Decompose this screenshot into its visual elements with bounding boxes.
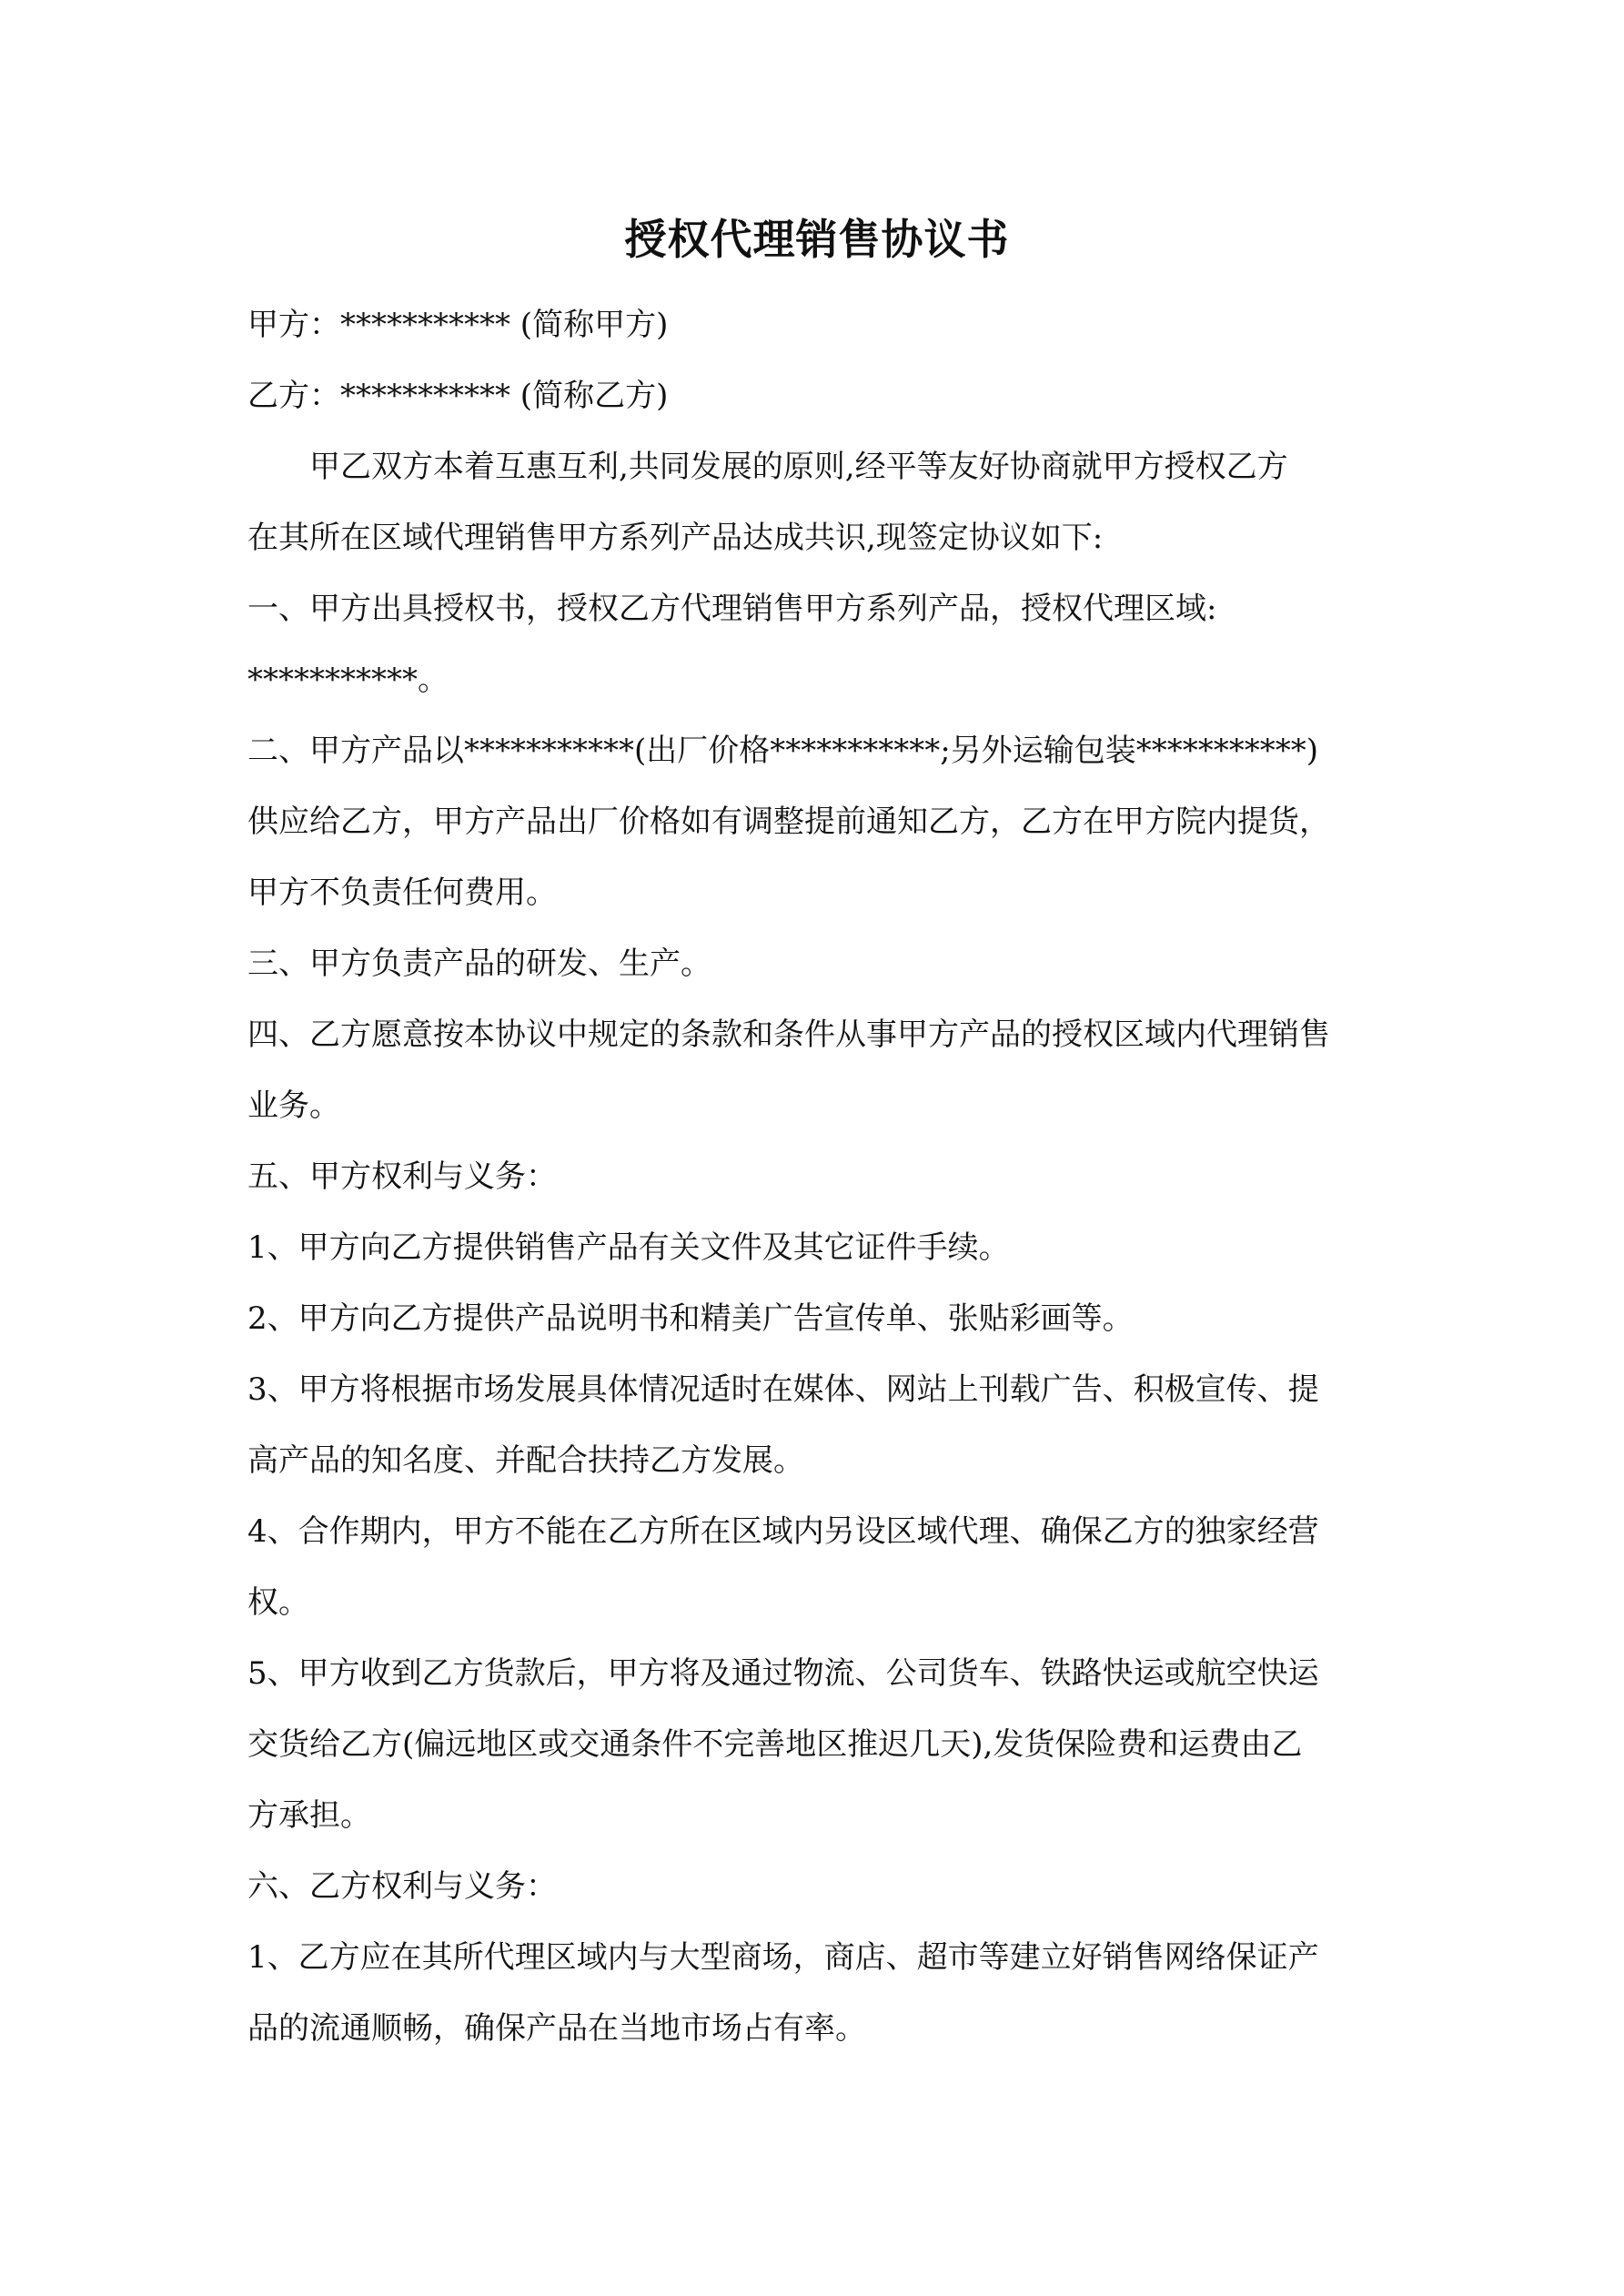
- text-line: 甲方：*********** (简称甲方): [247, 307, 669, 343]
- text-line: 四、乙方愿意按本协议中规定的条款和条件从事甲方产品的授权区域内代理销售: [247, 1017, 1330, 1053]
- text-line: 5、甲方收到乙方货款后，甲方将及通过物流、公司货车、铁路快运或航空快运: [247, 1655, 1319, 1692]
- text-line: 权。: [247, 1584, 309, 1621]
- text-line: 1、乙方应在其所代理区域内与大型商场，商店、超市等建立好销售网络保证产: [247, 1939, 1319, 1976]
- document-body: [247, 207, 1387, 2064]
- text-line: 五、甲方权利与义务：: [247, 1158, 557, 1195]
- text-line: 六、乙方权利与义务：: [247, 1868, 557, 1905]
- text-line: 方承担。: [247, 1797, 371, 1834]
- text-line: 三、甲方负责产品的研发、生产。: [247, 946, 711, 982]
- text-line: 二、甲方产品以***********(出厂价格***********;另外运输包装***********): [247, 733, 1318, 769]
- text-line: 乙方：*********** (简称乙方): [247, 378, 669, 414]
- text-line: 业务。: [247, 1087, 340, 1124]
- text-line: 3、甲方将根据市场发展具体情况适时在媒体、网站上刊载广告、积极宣传、提: [247, 1371, 1319, 1408]
- text-line: 一、甲方出具授权书，授权乙方代理销售甲方系列产品，授权代理区域:: [247, 591, 1217, 627]
- text-line: 2、甲方向乙方提供产品说明书和精美广告宣传单、张贴彩画等。: [247, 1300, 1134, 1337]
- document-title: 授权代理销售协议书: [624, 215, 1010, 264]
- text-line: 1、甲方向乙方提供销售产品有关文件及其它证件手续。: [247, 1229, 1010, 1266]
- text-line: 高产品的知名度、并配合扶持乙方发展。: [247, 1442, 804, 1479]
- text-line: 品的流通顺畅，确保产品在当地市场占有率。: [247, 2010, 866, 2047]
- text-line: 在其所在区域代理销售甲方系列产品达成共识,现签定协议如下:: [247, 520, 1104, 556]
- text-line: 供应给乙方，甲方产品出厂价格如有调整提前通知乙方，乙方在甲方院内提货，: [247, 804, 1330, 840]
- text-line: 甲乙双方本着互惠互利,共同发展的原则,经平等友好协商就甲方授权乙方: [309, 449, 1288, 485]
- text-line: 交货给乙方(偏远地区或交通条件不完善地区推迟几天),发货保险费和运费由乙: [247, 1726, 1303, 1763]
- text-line: ***********。: [247, 662, 449, 698]
- document-text: [247, 289, 1387, 2064]
- text-line: 甲方不负责任何费用。: [247, 875, 557, 911]
- text-line: 4、合作期内，甲方不能在乙方所在区域内另设区域代理、确保乙方的独家经营: [247, 1513, 1319, 1550]
